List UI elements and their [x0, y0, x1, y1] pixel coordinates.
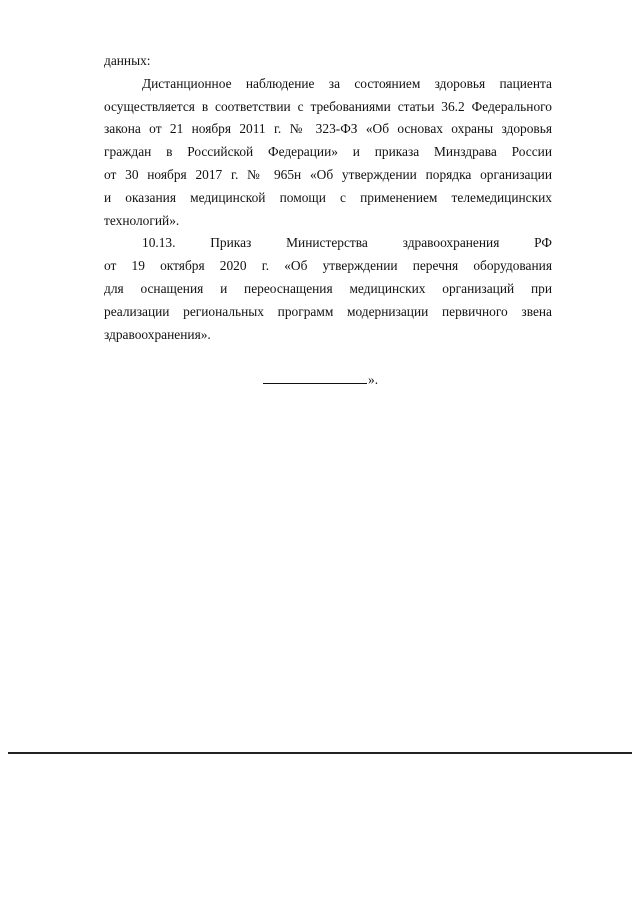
list-item-line: здравоохранения».	[104, 326, 211, 342]
paragraph-line: от 30 ноября 2017 г. № 965н «Об утверждении порядка организации	[104, 166, 552, 182]
paragraph-line: Дистанционное наблюдение за состоянием здоровья пациента	[142, 75, 552, 91]
list-item-line: реализации региональных программ модернизации первичного звена	[104, 303, 552, 319]
paragraph-line: граждан в Российской Федерации» и приказа Минздрава России	[104, 144, 552, 160]
list-item-line: для оснащения и переоснащения медицинских организаций при	[104, 280, 552, 296]
page-bottom-rule	[8, 752, 632, 754]
closing-line	[263, 370, 378, 390]
paragraph-tail: данных:	[104, 53, 151, 68]
paragraph-line: закона от 21 ноября 2011 г. № 323-ФЗ «Об основах охраны здоровья	[104, 121, 552, 137]
document-body	[104, 50, 552, 346]
closing-rule	[263, 373, 367, 384]
paragraph-line: технологий».	[104, 212, 180, 228]
closing-quote-mark: ».	[368, 372, 379, 387]
list-item-word: здравоохранения	[402, 235, 500, 251]
paragraph-line: и оказания медицинской помощи с применением телемедицинских	[104, 189, 552, 205]
list-item-word: РФ	[534, 235, 552, 251]
paragraph-line: осуществляется в соответствии с требованиями статьи 36.2 Федерального	[104, 98, 552, 114]
paragraph-remote-monitoring	[104, 73, 552, 233]
list-item-number: 10.13.	[142, 235, 176, 251]
list-item-10-13	[104, 232, 552, 346]
list-item-word: Министерства	[286, 235, 368, 251]
list-item-word: Приказ	[210, 235, 252, 251]
list-item-line: от 19 октября 2020 г. «Об утверждении перечня оборудования	[104, 258, 552, 274]
list-item-first-line	[104, 232, 552, 255]
